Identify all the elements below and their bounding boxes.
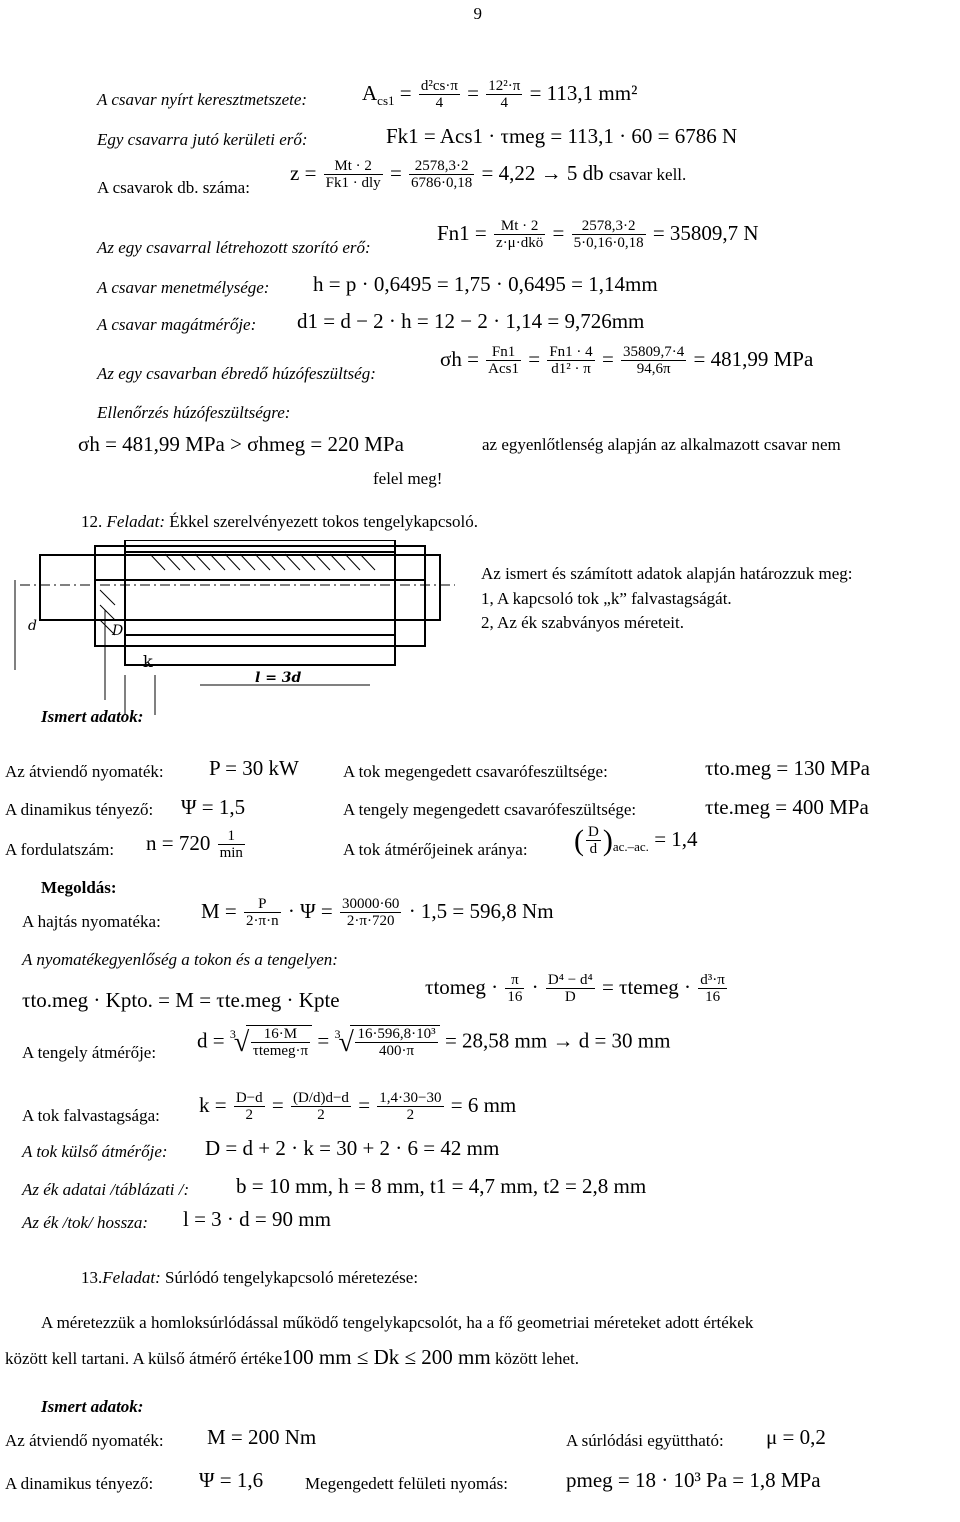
k1-text: Az átviendő nyomaték: — [5, 762, 164, 781]
l3-formula: z = $\frac{Mt \cdot 2}{\text{Fk1 · dly}}$ = $\frac{2578,3\cdot 2}{6786\cdot 0,18}$ = 4,22 → 5 db csavar kell. — [290, 158, 687, 191]
task12-known-heading: Ismert adatok: — [41, 707, 144, 726]
s7-text: Az ék adatai /táblázati /: — [22, 1180, 190, 1199]
task13-p2: között kell tartani. A külső átmérő értéke100 mm ≤ Dk ≤ 200 mm között lehet. — [5, 1345, 579, 1369]
fig-label-d: d — [28, 618, 37, 634]
l2-formula: Fk1 = Acs1 · τmeg = 113,1 · 60 = 6786 N — [386, 124, 738, 148]
s4-text: A tengely átmérője: — [22, 1043, 157, 1062]
l5-text: A csavar menetmélysége: — [97, 278, 270, 297]
k4-math: τte.meg = 400 MPa — [705, 795, 869, 819]
l7-formula: σh = $\frac{Fn1}{\text{Acs1}}$ = $\frac{Fn1 \cdot 4}{\text{d1² · π}}$ = $\frac{35809,7\cdot 4}{94,6\pi}$ = 481,99 MPa — [440, 344, 814, 377]
s4-formula: d = √ 3 $\frac{16\cdot M}{\text{τtemeg·π}}$ = √ 3 $\frac{\text{16·596,8·10³}}{400\cdot\pi}$ = 28,58 mm → d = 30 mm — [197, 1025, 670, 1060]
k4-text: A tengely megengedett csavarófeszültsége: — [343, 800, 637, 819]
l3-text: A csavarok db. száma: — [97, 178, 250, 197]
l9-text2: felel meg! — [373, 469, 443, 488]
fig-label-k: k — [143, 652, 153, 671]
k3-text: A dinamikus tényező: — [5, 800, 154, 819]
s8-text: Az ék /tok/ hossza: — [22, 1213, 149, 1232]
fig-label-l: l = 3d — [255, 670, 302, 686]
task12-title: 12. Feladat: Ékkel szerelvényezett tokos tengelykapcsoló. — [81, 512, 479, 531]
page-number: 9 — [473, 4, 482, 23]
l4-formula: Fn1 = $\frac{Mt \cdot 2}{\text{z·μ·dkö}}$ = $\frac{2578,3\cdot 2}{5\cdot 0,16\cdot 0,18}$ = 35809,7 N — [437, 218, 759, 251]
t13-k2-math: μ = 0,2 — [766, 1425, 826, 1449]
k3-math: Ψ = 1,5 — [181, 795, 246, 819]
s1-formula: M = $\frac{P}{2\cdot\pi\cdot n}$ · Ψ = $\frac{30000\cdot 60}{2\cdot\pi\cdot 720}$ · 1,5 = 596,8 Nm — [201, 896, 554, 929]
l4-text: Az egy csavarral létrehozott szorító erő: — [97, 238, 371, 257]
t13-k1-math: M = 200 Nm — [207, 1425, 317, 1449]
k5-math: n = 720 $\frac{1}{\min}$ — [146, 828, 243, 861]
s3-formula2: τtomeg · $\frac{\pi}{16}$ · $\frac{\text{D⁴ − d⁴}}{D}$ = τtemeg · $\frac{\text{d³·π}}{16}$ — [425, 972, 725, 1005]
k5-text: A fordulatszám: — [5, 840, 115, 859]
s1-text: A hajtás nyomatéka: — [22, 912, 161, 931]
fig-label-D: D — [112, 623, 124, 639]
l7-text: Az egy csavarban ébredő húzófeszültség: — [97, 364, 376, 383]
t13-k2-text: A súrlódási együttható: — [566, 1431, 724, 1450]
s3-formula1: τto.meg · Kpto. = M = τte.meg · Kpte — [22, 988, 340, 1012]
l9-formula: σh = 481,99 MPa > σhmeg = 220 MPa — [78, 432, 404, 456]
task13-p1: A méretezzük a homloksúrlódással működő tengelykapcsolót, ha a fő geometriai méreteket adott értékek — [41, 1313, 754, 1332]
l2-text: Egy csavarra jutó kerületi erő: — [97, 130, 308, 149]
s2-text: A nyomatékegyenlőség a tokon és a tengelyen: — [22, 950, 338, 969]
k2-text: A tok megengedett csavarófeszültsége: — [343, 762, 608, 781]
k2-math: τto.meg = 130 MPa — [705, 756, 870, 780]
s8-formula: l = 3 · d = 90 mm — [183, 1207, 331, 1231]
l6-text: A csavar magátmérője: — [97, 315, 257, 334]
s5-text: A tok falvastagsága: — [22, 1106, 160, 1125]
k1-math: P = 30 kW — [209, 756, 299, 780]
l1-formula: $A_{cs1}$ = $\frac{\text{d²cs·π}}{4}$ = $\frac{\text{12²·π}}{4}$ = 113,1 mm² — [362, 78, 638, 111]
solution-heading: Megoldás: — [41, 878, 117, 897]
s6-text: A tok külső átmérője: — [22, 1142, 168, 1161]
s7-formula: b = 10 mm, h = 8 mm, t1 = 4,7 mm, t2 = 2,8 mm — [236, 1174, 647, 1198]
task13-title: 13.Feladat: Súrlódó tengelykapcsoló méretezése: — [81, 1268, 419, 1287]
l8-text: Ellenőrzés húzófeszültségre: — [97, 403, 291, 422]
k6-math: ( $\frac{D}{d}$ )$_{ac.-ac.} = 1,4$ — [574, 824, 698, 857]
t13-k4-math: pmeg = 18 · 10³ Pa = 1,8 MPa — [566, 1468, 821, 1492]
l1-text: A csavar nyírt keresztmetszete: — [97, 90, 308, 109]
k6-text: A tok átmérőjeinek aránya: — [343, 840, 528, 859]
t13-k3-math: Ψ = 1,6 — [199, 1468, 264, 1492]
task12-item1: 1, A kapcsoló tok „k” falvastagságát. — [481, 589, 732, 608]
task12-intro: Az ismert és számított adatok alapján határozzuk meg: — [481, 564, 853, 583]
t13-k4-text: Megengedett felületi nyomás: — [305, 1474, 508, 1493]
task12-item2: 2, Az ék szabványos méreteit. — [481, 613, 684, 632]
t13-k1-text: Az átviendő nyomaték: — [5, 1431, 164, 1450]
task13-known-heading: Ismert adatok: — [41, 1397, 144, 1416]
s6-formula: D = d + 2 · k = 30 + 2 · 6 = 42 mm — [205, 1136, 500, 1160]
l6-formula: d1 = d − 2 · h = 12 − 2 · 1,14 = 9,726mm — [297, 309, 645, 333]
coupling-drawing — [0, 540, 460, 730]
t13-k3-text: A dinamikus tényező: — [5, 1474, 154, 1493]
s5-formula: k = $\frac{D-d}{2}$ = $\frac{(D/d)d-d}{2}$ = $\frac{1,4\cdot 30-30}{2}$ = 6 mm — [199, 1090, 517, 1123]
l5-formula: h = p · 0,6495 = 1,75 · 0,6495 = 1,14mm — [313, 272, 658, 296]
l9-text: az egyenlőtlenség alapján az alkalmazott csavar nem — [482, 435, 841, 454]
